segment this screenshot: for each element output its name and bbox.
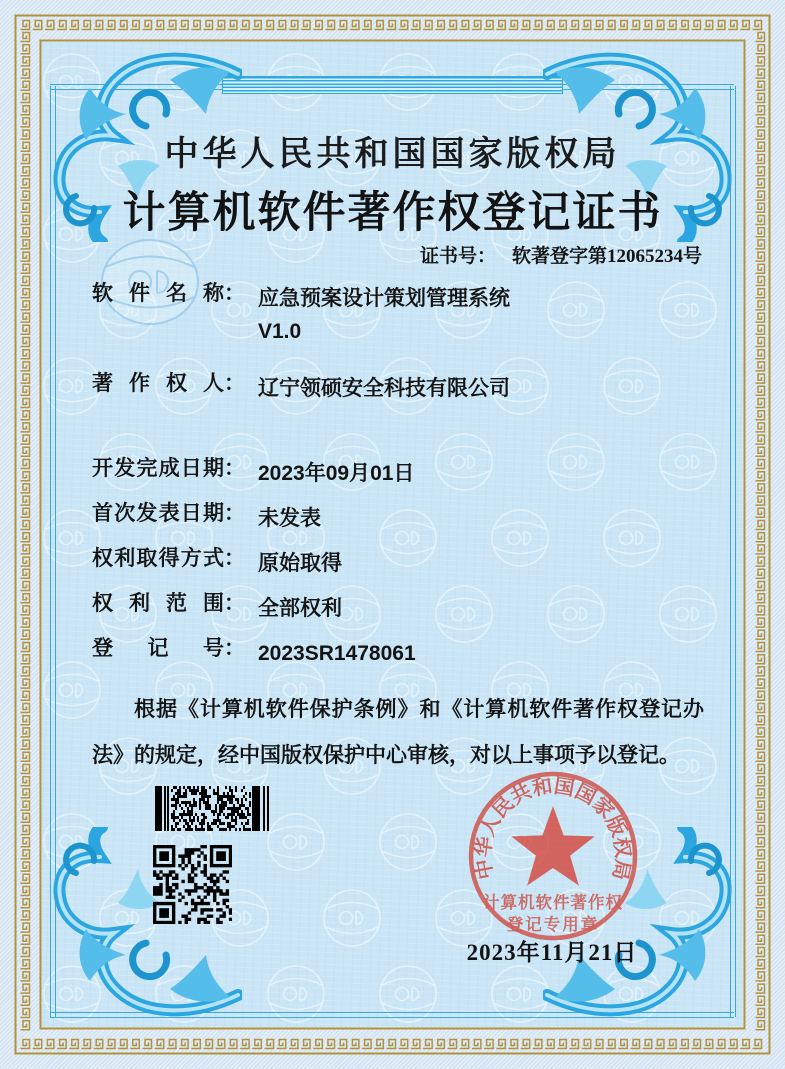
field-value: 辽宁领硕安全科技有限公司	[258, 377, 510, 400]
seal-center-line1: 计算机软件著作权	[483, 894, 623, 912]
certificate-title: 计算机软件著作权登记证书	[122, 190, 663, 237]
field-label: 开发完成日期	[92, 457, 224, 480]
field-label: 权利范围	[92, 592, 224, 615]
field-value	[258, 282, 510, 348]
field-row	[92, 547, 342, 580]
field-value: 全部权利	[258, 597, 342, 620]
field-colon: ：	[224, 282, 245, 305]
field-colon: ：	[224, 592, 245, 615]
field-colon: ：	[224, 547, 245, 570]
barcode-icon	[155, 786, 273, 831]
certificate-number-label: 证书号	[419, 246, 477, 267]
field-value: 原始取得	[258, 552, 342, 575]
field-label: 权利取得方式	[92, 547, 224, 570]
field-row	[92, 502, 321, 535]
seal-center-line2: 登记专用章	[506, 916, 600, 934]
field-label: 登记号	[92, 637, 224, 660]
certificate-number-colon: ：	[476, 246, 496, 267]
field-row	[92, 372, 510, 405]
registration-statement: 根据《计算机软件保护条例》和《计算机软件著作权登记办法》的规定，经中国版权保护中心审核，对以上事项予以登记。	[92, 698, 704, 767]
field-label: 首次发表日期	[92, 502, 224, 525]
issue-date: 2023年11月21日	[466, 940, 638, 965]
field-row	[92, 457, 414, 490]
seal-ring-text: 中华人民共和国国家版权局	[472, 775, 634, 882]
field-value: 2023年09月01日	[258, 462, 415, 485]
field-label: 软件名称	[92, 282, 224, 305]
qr-code-icon	[153, 845, 232, 924]
field-label: 著作权人	[92, 372, 224, 395]
field-row	[92, 592, 342, 625]
field-value-line2: V1.0	[258, 320, 302, 343]
field-colon: ：	[224, 502, 245, 525]
field-colon: ：	[224, 457, 245, 480]
field-value: 未发表	[258, 507, 321, 530]
official-seal-icon	[443, 746, 663, 966]
certificate-number-row	[380, 241, 702, 268]
field-value: 2023SR1478061	[258, 642, 416, 665]
field-colon: ：	[224, 637, 245, 660]
seal-star-icon	[511, 806, 595, 886]
certificate-number-value: 软著登字第12065234号	[511, 246, 702, 267]
top-guilloche-band	[222, 76, 563, 94]
field-row	[92, 282, 510, 348]
authority-title: 中华人民共和国国家版权局	[164, 136, 621, 173]
field-row	[92, 637, 416, 670]
field-value-line1: 应急预案设计策划管理系统	[258, 287, 510, 310]
field-colon: ：	[224, 372, 245, 395]
